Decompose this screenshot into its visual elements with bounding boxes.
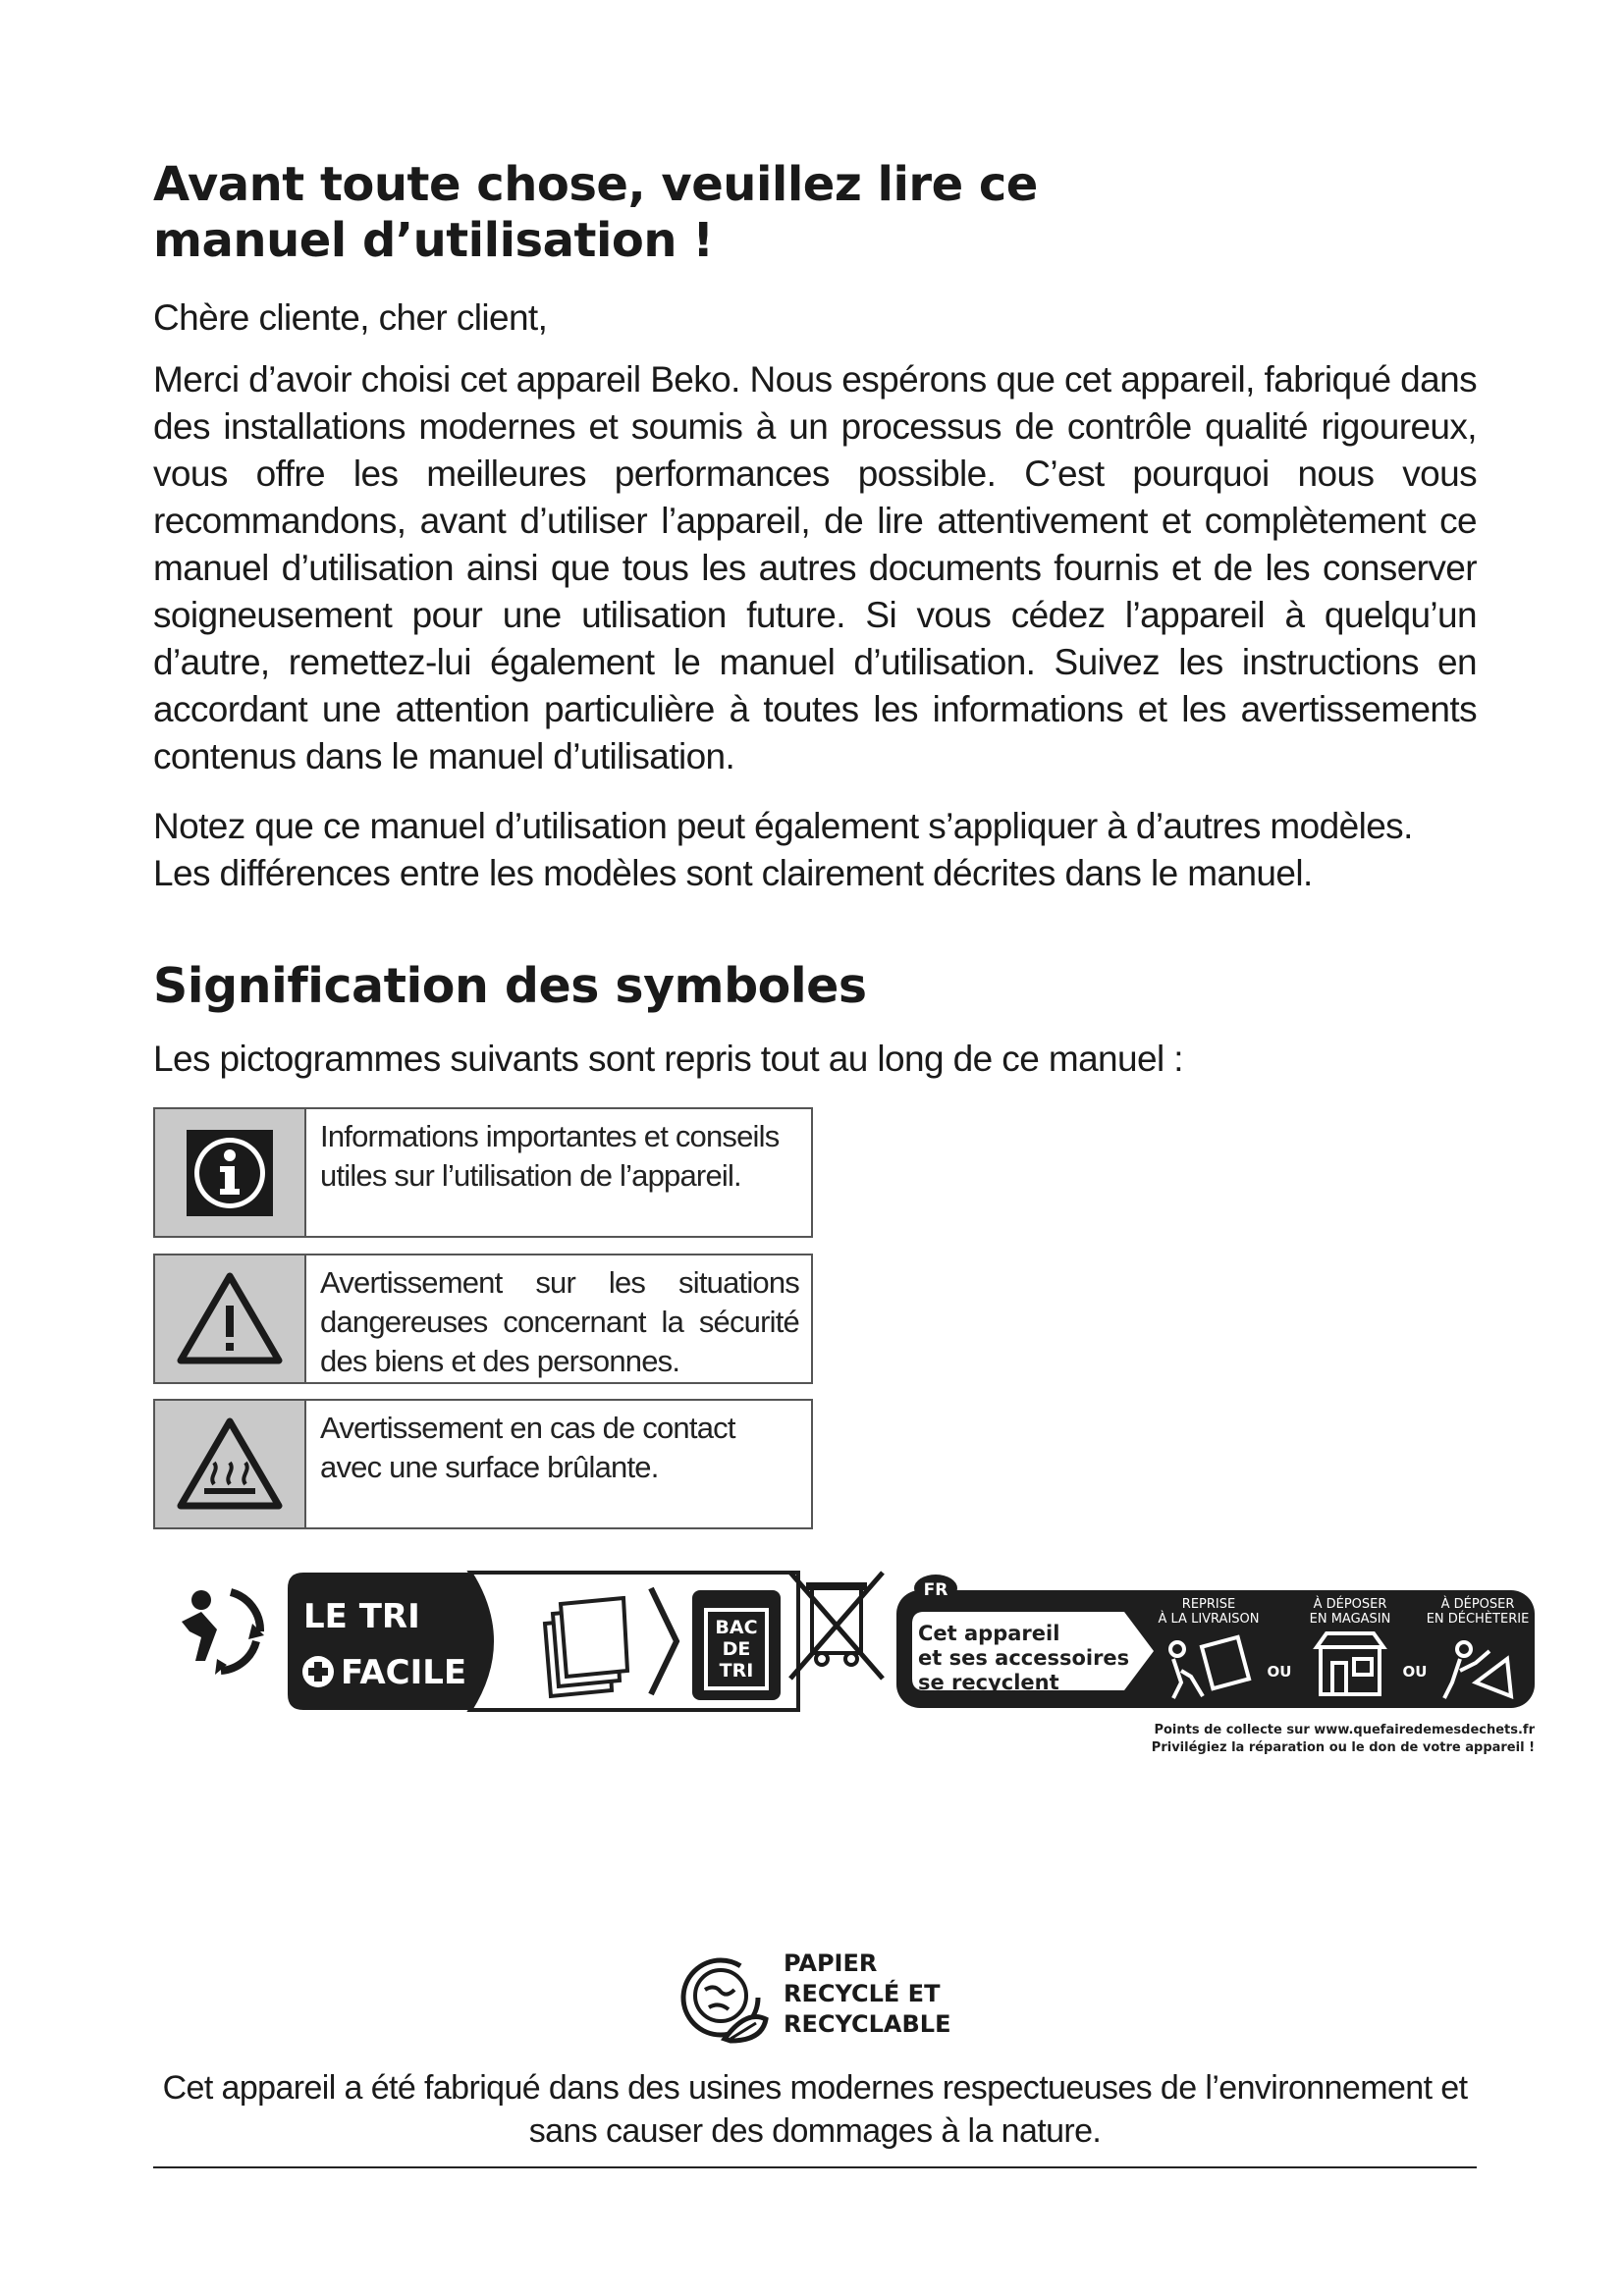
svg-text:OU: OU <box>1402 1663 1428 1681</box>
models-paragraph: Notez que ce manuel d’utilisation peut également s’appliquer à d’autres modèles. Les différences entre les modèles sont clairement décrites dans le manuel. <box>153 806 1413 893</box>
symbol-row-warning <box>153 1254 813 1384</box>
symbol-text: Informations importantes et conseils utiles sur l’utilisation de l’appareil. <box>320 1119 780 1193</box>
svg-text:À DÉPOSER: À DÉPOSER <box>1313 1597 1387 1612</box>
symbols-heading: Signification des symboles <box>153 958 867 1014</box>
intro-paragraph: Merci d’avoir choisi cet appareil Beko. Nous espérons que cet appareil, fabriqué dans des installations modernes et soumis à un processus de contrôle qualité rigoureux, vous offre les meilleures performances possible. C’est pourquoi nous vous recommandons, avant d’utiliser l’appareil, de lire attentivement et complètement ce manuel d’utilisation ainsi que tous les autres documents fournis et de les conserver soigneusement pour une utilisation future. Si vous cédez l’appareil à quelqu’un d’autre, remettez-lui également le manuel d’utilisation. Suivez les instructions en accordant une attention particulière à toutes les informations et les avertissements contenus dans le manuel d’utilisation. <box>153 359 1477 776</box>
svg-text:À DÉPOSER: À DÉPOSER <box>1440 1597 1515 1612</box>
triman-icon <box>162 1573 270 1681</box>
sorting-bin-icon <box>692 1590 781 1700</box>
globe-leaf-icon <box>676 1950 770 2045</box>
country-badge: FR <box>923 1580 948 1600</box>
info-icon <box>155 1109 306 1236</box>
svg-text:OU: OU <box>1267 1663 1292 1681</box>
svg-text:TRI: TRI <box>719 1660 754 1682</box>
symbols-intro: Les pictogrammes suivants sont repris tout au long de ce manuel : <box>153 1039 1183 1079</box>
weee-crossed-bin-icon <box>783 1569 891 1686</box>
symbol-row-hot-surface <box>153 1399 813 1529</box>
paper-recycled-badge: PAPIER RECYCLÉ ET RECYCLABLE <box>676 1949 990 2056</box>
symbol-text: Avertissement sur les situations dangereuses concernant la sécurité des biens et des personnes. <box>320 1265 799 1378</box>
svg-text:REPRISE: REPRISE <box>1181 1597 1236 1612</box>
greeting: Chère cliente, cher client, <box>153 297 548 338</box>
svg-text:Cet appareil: Cet appareil <box>918 1622 1060 1645</box>
svg-text:et ses accessoires: et ses accessoires <box>918 1646 1130 1670</box>
svg-text:EN DÉCHÈTERIE: EN DÉCHÈTERIE <box>1426 1612 1530 1627</box>
svg-text:se recyclent: se recyclent <box>918 1671 1059 1694</box>
svg-text:EN MAGASIN: EN MAGASIN <box>1309 1612 1391 1627</box>
tri-line2: FACILE <box>341 1653 467 1692</box>
page-title: Avant toute chose, veuillez lire ce manuel d’utilisation ! <box>153 157 1038 268</box>
collection-points-note: Points de collecte sur www.quefairedemesdechets.fr <box>1154 1723 1535 1737</box>
svg-text:BAC: BAC <box>715 1617 758 1638</box>
fr-recycling-label <box>896 1569 1544 1775</box>
symbol-text: Avertissement en cas de contact avec une surface brûlante. <box>320 1411 735 1484</box>
recycling-logos <box>162 1569 1537 1785</box>
footer-text: Cet appareil a été fabriqué dans des usines modernes respectueuses de l’environnement et sans causer des dommages à la nature. <box>162 2069 1468 2150</box>
hot-surface-icon <box>155 1401 306 1527</box>
repair-note: Privilégiez la réparation ou le don de votre appareil ! <box>1151 1740 1535 1755</box>
tri-line1: LE TRI <box>303 1597 420 1636</box>
symbol-row-info <box>153 1107 813 1238</box>
svg-text:DE: DE <box>722 1638 751 1660</box>
divider <box>153 2166 1477 2168</box>
svg-text:À LA LIVRAISON: À LA LIVRAISON <box>1158 1612 1260 1627</box>
paper-sheets-icon <box>545 1598 627 1696</box>
warning-icon <box>155 1255 306 1382</box>
